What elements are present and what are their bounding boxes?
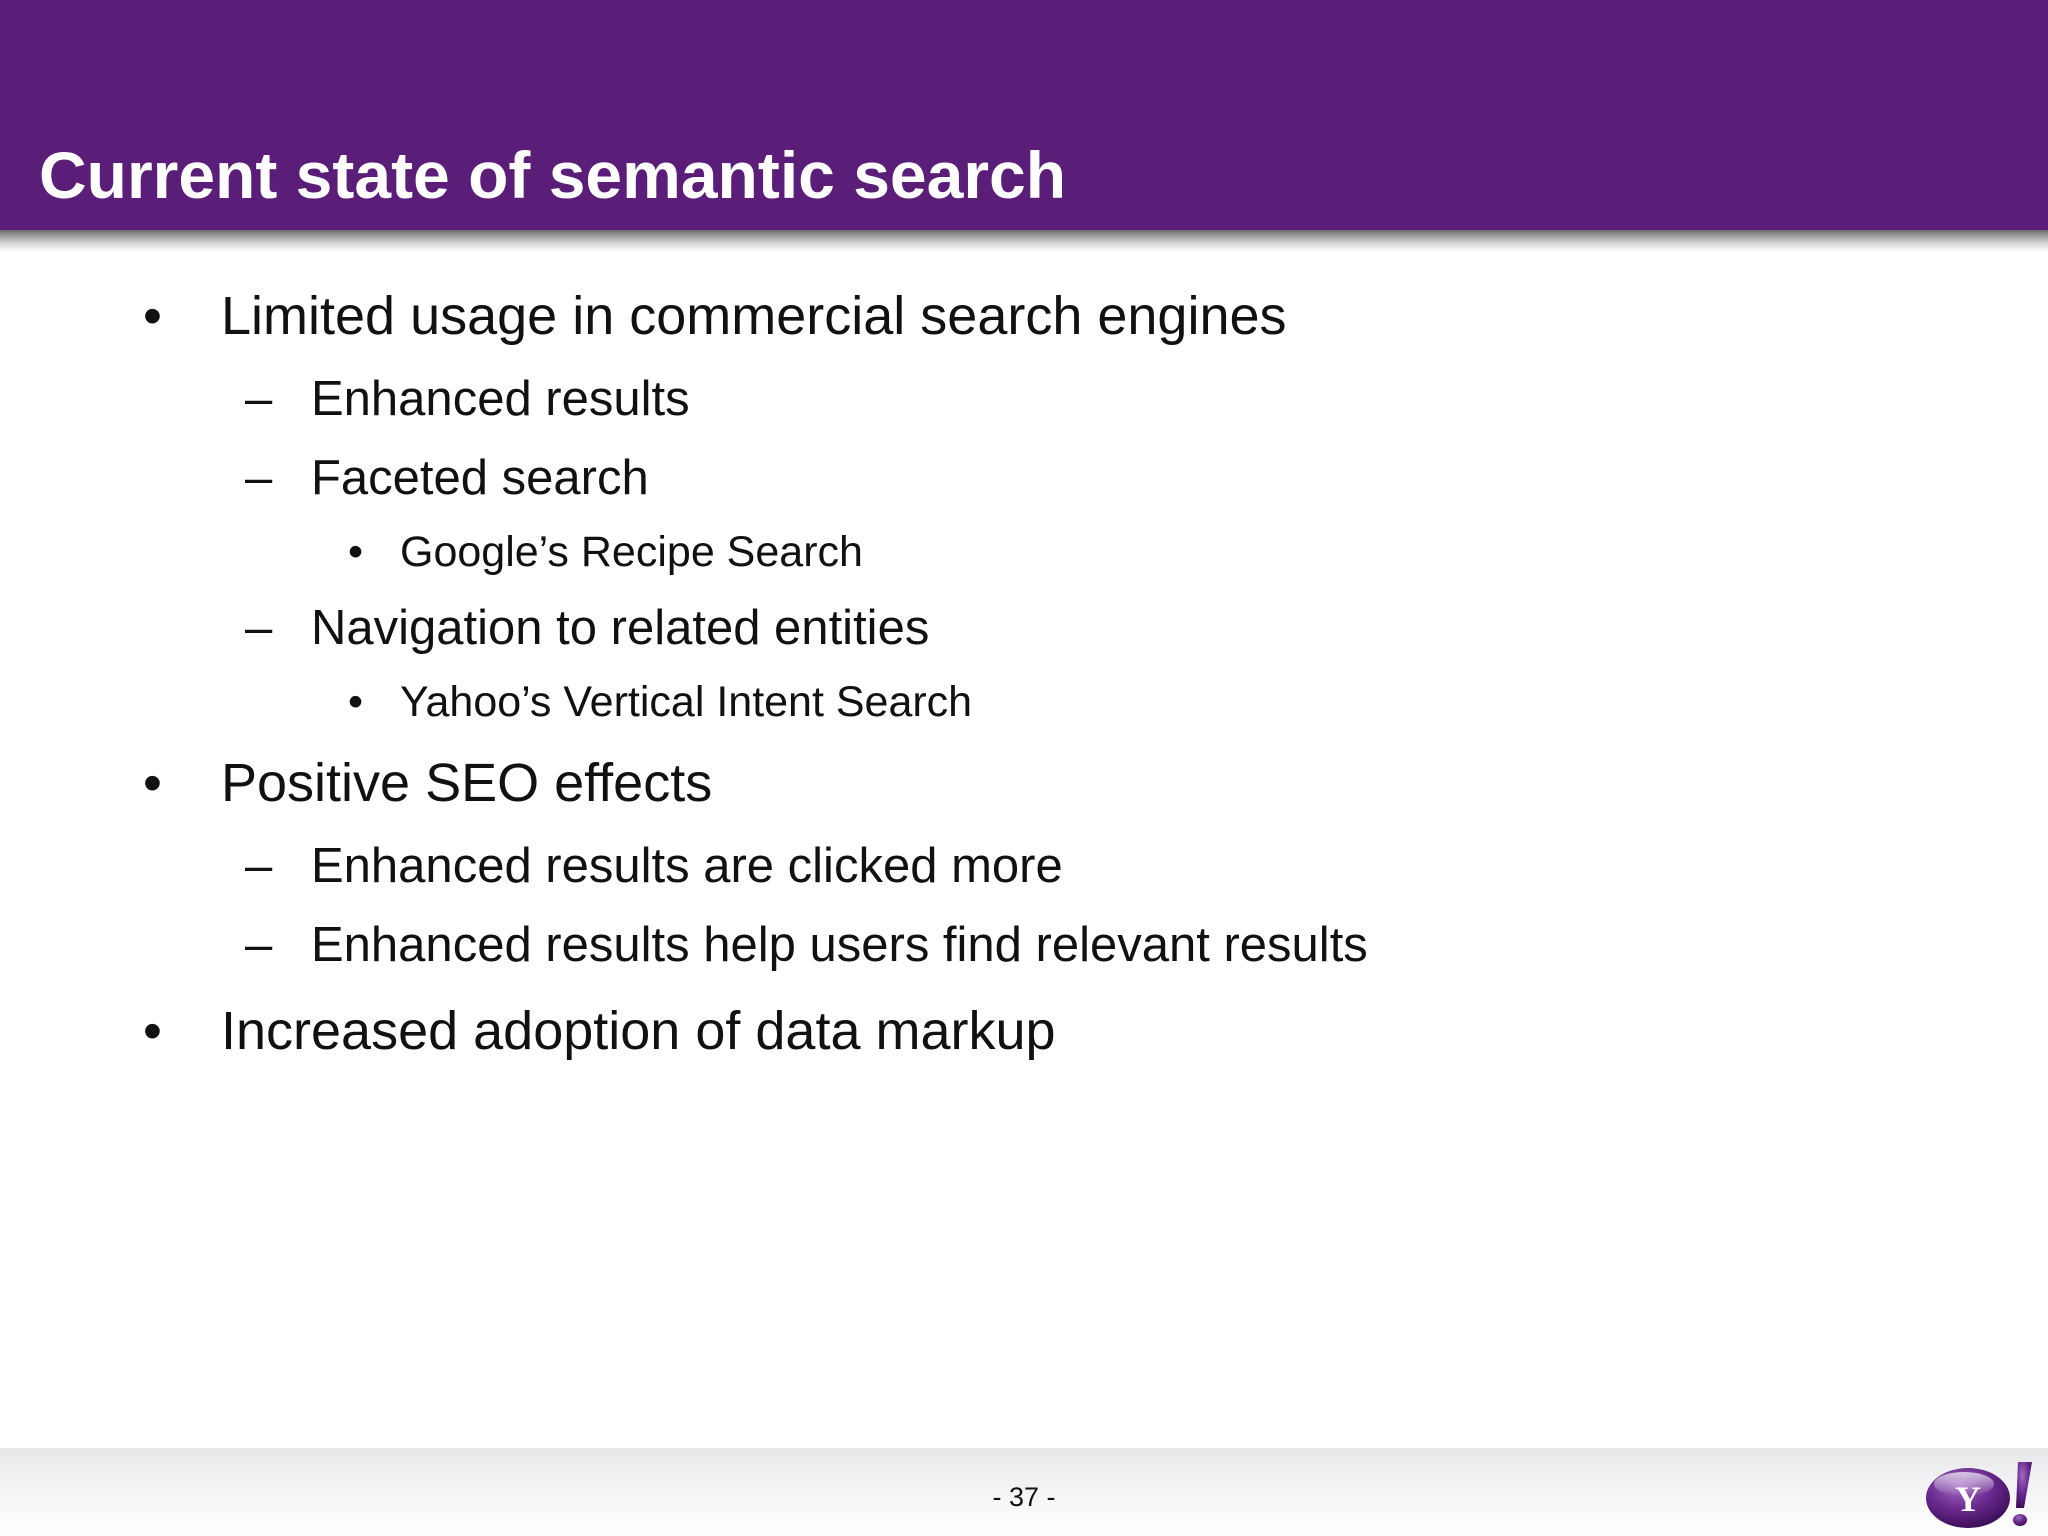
sub-bullet-text: Enhanced results are clicked more: [311, 839, 1063, 893]
sub-bullet-text: Enhanced results: [311, 372, 690, 426]
dash-marker: –: [245, 918, 273, 972]
bullet-marker: •: [143, 753, 162, 813]
dash-marker: –: [245, 601, 273, 655]
dash-marker: –: [245, 372, 273, 426]
bullet-item: [143, 999, 1056, 1063]
bullet-item: [143, 751, 713, 815]
bullet-marker: •: [143, 1001, 162, 1061]
sub-bullet-item: [245, 599, 930, 657]
sub-bullet-text: Faceted search: [311, 451, 649, 505]
page-number: - 37 -: [992, 1482, 1056, 1512]
dash-marker: –: [245, 839, 273, 893]
sub-bullet-item: [245, 449, 649, 507]
yahoo-logo-icon: [1920, 1456, 2036, 1532]
sub-bullet-item: [245, 837, 1063, 895]
bullet-text: Positive SEO effects: [221, 753, 713, 813]
sub-sub-bullet-text: Google’s Recipe Search: [400, 528, 863, 576]
sub-bullet-item: [245, 916, 1368, 974]
bullet-text: Increased adoption of data markup: [221, 1001, 1056, 1061]
sub-sub-bullet-text: Yahoo’s Vertical Intent Search: [400, 678, 973, 726]
sub-bullet-text: Enhanced results help users find relevant results: [311, 918, 1368, 972]
bullet-text: Limited usage in commercial search engines: [221, 286, 1287, 346]
bullet-marker: •: [348, 528, 364, 576]
bullet-marker: •: [348, 678, 364, 726]
sub-sub-bullet-item: [348, 526, 863, 578]
bullet-marker: •: [143, 286, 162, 346]
dash-marker: –: [245, 451, 273, 505]
svg-text:Y: Y: [1955, 1479, 1981, 1519]
slide-title: Current state of semantic search: [39, 138, 1067, 212]
sub-bullet-item: [245, 370, 690, 428]
sub-sub-bullet-item: [348, 676, 973, 728]
sub-bullet-text: Navigation to related entities: [311, 601, 930, 655]
bullet-item: [143, 284, 1287, 348]
